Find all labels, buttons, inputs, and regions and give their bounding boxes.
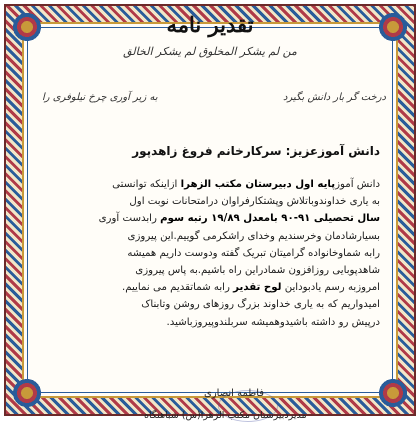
- poem-hemistich-left: به زیر آوری چرخ نیلوفری را: [42, 92, 158, 103]
- body-highlight: رتبه سوم: [160, 213, 212, 225]
- certificate-content: [34, 10, 386, 421]
- body-line: شاهدپوبایی روزافزون شمادراین راه باشیم.به پاس پیروزی: [135, 265, 380, 277]
- opening-quote: من لم یشکر المخلوق لم یشکر الخالق: [123, 45, 297, 58]
- certificate-body: [38, 176, 380, 331]
- signer-title: مدیردبیرستان مکتب الزهرا(س) شباهنگاه: [144, 410, 307, 421]
- certificate-title: تقدیر نامه: [166, 12, 254, 37]
- body-highlight: پایه اول دبیرستان مکتب الزهرا: [180, 179, 336, 190]
- body-highlight: لوح تقدیر: [233, 282, 282, 294]
- body-line: [38, 279, 380, 296]
- poem-verse: [42, 92, 386, 103]
- body-line: امیدواریم که به یاری خداوند بزرگ روزهای روشن وتابناک: [141, 299, 380, 311]
- body-line: درپیش رو داشته باشیدوهمیشه سربلندوپیروزباشید.: [166, 316, 380, 328]
- body-line: به یاری خداوندوباتلاش وپشتکارفراوان درامتحانات نوبت اول: [129, 196, 380, 208]
- body-line: [38, 210, 380, 227]
- signer-name: فاطمه انصاری: [204, 388, 265, 399]
- body-line: رابه شماوخانواده گرامیتان تبریک گفته ودوست داریم همیشه: [127, 247, 380, 259]
- body-highlight: سال تحصیلی ۹۱-۹۰ بامعدل ۱۹/۸۹: [211, 213, 380, 225]
- body-text: رابدست آوری: [98, 213, 161, 225]
- body-line: [38, 176, 380, 193]
- body-text: رابه شماتقدیم می نماییم.: [121, 282, 234, 294]
- poem-hemistich-right: درخت گر بار دانش بگیرد: [283, 92, 386, 103]
- recipient-line: دانش آموزعزیز: سرکارخانم فروغ زاهدپور: [132, 144, 380, 158]
- body-text: دانش آموز: [335, 179, 380, 190]
- body-text: امروزبه رسم یادبوداین: [281, 282, 380, 294]
- body-text: ازاینکه توانستی: [112, 179, 181, 190]
- body-line: بسیارشادمان وخرسندیم وخدای راشکرمی گوییم.این پیروزی: [127, 230, 380, 242]
